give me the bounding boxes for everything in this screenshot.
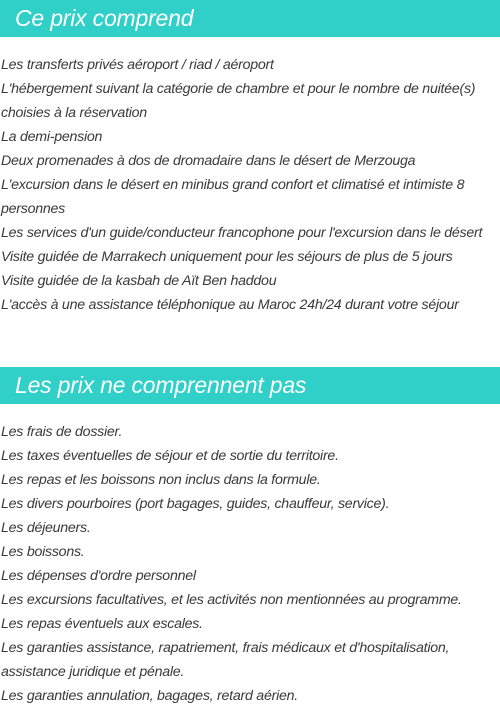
list-item: Les dépenses d'ordre personnel [1,568,196,584]
includes-title: Ce prix comprend [15,5,194,31]
list-item: Les taxes éventuelles de séjour et de sortie du territoire. [1,448,339,464]
list-item: Les garanties assistance, rapatriement, frais médicaux et d'hospitalisation, assistance juridique et pénale. [1,640,450,680]
list-item: Les transferts privés aéroport / riad / aéroport [1,57,274,73]
list-item: Les boissons. [1,544,85,560]
list-item: L'accès à une assistance téléphonique au Maroc 24h/24 durant votre séjour [1,297,459,313]
includes-list [0,53,500,317]
list-item: Deux promenades à dos de dromadaire dans le désert de Merzouga [1,153,416,169]
list-item: Visite guidée de la kasbah de Aït Ben haddou [1,273,277,289]
list-item: Les déjeuners. [1,520,91,536]
list-item: Les services d'un guide/conducteur francophone pour l'excursion dans le désert [1,225,483,241]
list-item: La demi-pension [1,129,103,145]
excludes-list [0,420,500,708]
list-item: Les divers pourboires (port bagages, guides, chauffeur, service). [1,496,390,512]
list-item: L'hébergement suivant la catégorie de chambre et pour le nombre de nuitée(s) choisies à la réservation [1,81,476,121]
list-item: Visite guidée de Marrakech uniquement pour les séjours de plus de 5 jours [1,249,453,265]
includes-section-header [0,0,500,37]
list-item: Les garanties annulation, bagages, retard aérien. [1,688,298,704]
list-item: Les frais de dossier. [1,424,123,440]
list-item: Les repas éventuels aux escales. [1,616,203,632]
list-item: L'excursion dans le désert en minibus grand confort et climatisé et intimiste 8 personnes [1,177,465,217]
excludes-title: Les prix ne comprennent pas [15,372,307,398]
list-item: Les excursions facultatives, et les activités non mentionnées au programme. [1,592,462,608]
list-item: Les repas et les boissons non inclus dans la formule. [1,472,321,488]
excludes-section-header [0,367,500,404]
